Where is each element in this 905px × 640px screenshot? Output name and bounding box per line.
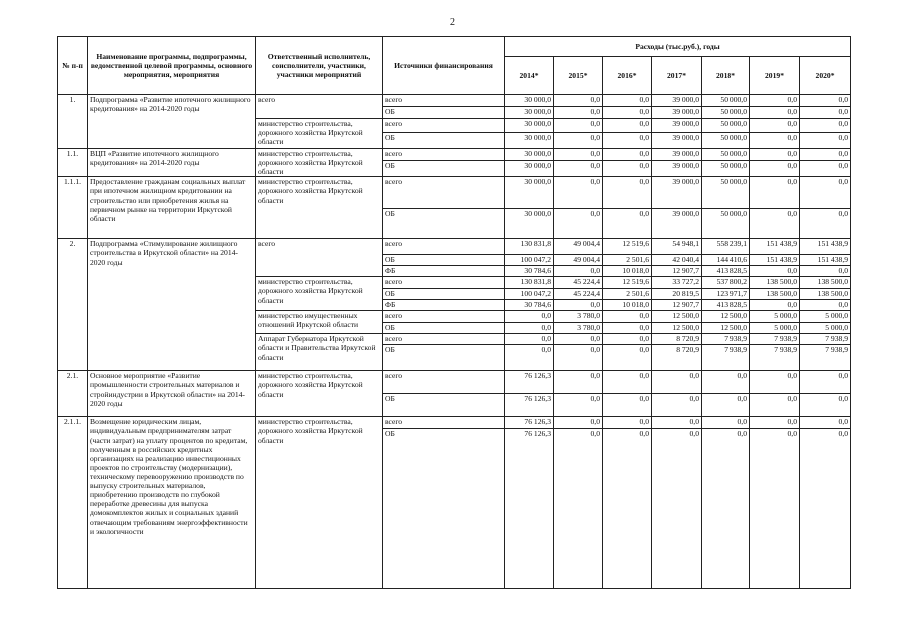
expense-value: 50 000,0 — [702, 209, 750, 239]
expense-value: 10 018,0 — [603, 266, 652, 277]
expense-value: 0,0 — [554, 209, 603, 239]
expense-value: 5 000,0 — [750, 323, 800, 334]
table-row — [58, 177, 851, 209]
expense-value: 0,0 — [750, 119, 800, 133]
expense-value: 30 000,0 — [505, 107, 554, 119]
funding-source: всего — [383, 371, 505, 394]
expense-value: 0,0 — [554, 177, 603, 209]
row-number: 2. — [58, 239, 88, 371]
expense-value: 39 000,0 — [652, 119, 702, 133]
expense-value: 30 000,0 — [505, 149, 554, 161]
row-number: 1.1.1. — [58, 177, 88, 239]
expense-value: 0,0 — [800, 394, 851, 417]
funding-source: ОБ — [383, 107, 505, 119]
expense-value: 0,0 — [554, 149, 603, 161]
expense-value: 0,0 — [750, 107, 800, 119]
header-year: 2020* — [800, 57, 851, 95]
expense-value: 0,0 — [800, 300, 851, 311]
expense-value: 7 938,9 — [702, 345, 750, 371]
expense-value: 7 938,9 — [750, 345, 800, 371]
expense-value: 0,0 — [702, 371, 750, 394]
table-row — [58, 149, 851, 161]
executor-cell: министерство строительства, дорожного хозяйства Иркутской области — [256, 177, 383, 239]
expense-value: 144 410,6 — [702, 255, 750, 266]
funding-source: всего — [383, 277, 505, 289]
program-name: Подпрограмма «Стимулирование жилищного строительства в Иркутской области» на 2014-2020 годы — [88, 239, 256, 371]
expense-value: 30 000,0 — [505, 119, 554, 133]
table-row — [58, 95, 851, 107]
expense-value: 0,0 — [554, 334, 603, 345]
header-num: № п-п — [58, 37, 88, 95]
table-row — [58, 239, 851, 255]
header-name: Наименование программы, подпрограммы, ведомственной целевой программы, основного мероприятия, мероприятия — [88, 37, 256, 95]
funding-source: всего — [383, 311, 505, 323]
expense-value: 30 000,0 — [505, 95, 554, 107]
program-name: Возмещение юридическим лицам, индивидуальным предпринимателям затрат (части затрат) на уплату процентов по кредитам, полученным в российских кредитных организациях на реализацию инвестиционных проектов по строительству (модернизации), техническому перевооружению производств по выпуску строительных материалов, приобретению производств по глубокой переработке древесины для выпуска домокомплектов жилых и социальных зданий отвечающим требованиям энергоэффективности и экологичности — [88, 417, 256, 589]
expense-value: 5 000,0 — [800, 323, 851, 334]
header-year: 2015* — [554, 57, 603, 95]
expense-value: 0,0 — [750, 417, 800, 429]
expense-value: 5 000,0 — [800, 311, 851, 323]
expense-value: 30 000,0 — [505, 209, 554, 239]
funding-source: всего — [383, 239, 505, 255]
budget-table — [57, 36, 851, 589]
expense-value: 39 000,0 — [652, 161, 702, 177]
expense-value: 0,0 — [800, 209, 851, 239]
expense-value: 7 938,9 — [800, 334, 851, 345]
expense-value: 0,0 — [505, 311, 554, 323]
expense-value: 0,0 — [652, 429, 702, 589]
executor-cell: министерство строительства, дорожного хозяйства Иркутской области — [256, 149, 383, 177]
funding-source: всего — [383, 177, 505, 209]
expense-value: 0,0 — [554, 429, 603, 589]
expense-value: 0,0 — [750, 371, 800, 394]
header-executor: Ответственный исполнитель, соисполнители, участники, участники мероприятий — [256, 37, 383, 95]
expense-value: 12 500,0 — [652, 311, 702, 323]
expense-value: 50 000,0 — [702, 177, 750, 209]
expense-value: 45 224,4 — [554, 277, 603, 289]
expense-value: 42 040,4 — [652, 255, 702, 266]
funding-source: ОБ — [383, 394, 505, 417]
expense-value: 39 000,0 — [652, 149, 702, 161]
expense-value: 0,0 — [750, 266, 800, 277]
expense-value: 12 500,0 — [652, 323, 702, 334]
expense-value: 0,0 — [800, 149, 851, 161]
expense-value: 49 004,4 — [554, 255, 603, 266]
table-row — [58, 417, 851, 429]
expense-value: 0,0 — [800, 266, 851, 277]
expense-value: 0,0 — [750, 394, 800, 417]
expense-value: 151 438,9 — [800, 239, 851, 255]
header-year: 2017* — [652, 57, 702, 95]
expense-value: 0,0 — [603, 177, 652, 209]
expense-value: 0,0 — [505, 334, 554, 345]
expense-value: 413 828,5 — [702, 300, 750, 311]
row-number: 2.1. — [58, 371, 88, 417]
expense-value: 12 500,0 — [702, 323, 750, 334]
row-number: 2.1.1. — [58, 417, 88, 589]
expense-value: 50 000,0 — [702, 95, 750, 107]
expense-value: 30 000,0 — [505, 133, 554, 149]
header-year: 2014* — [505, 57, 554, 95]
expense-value: 0,0 — [800, 95, 851, 107]
program-name: ВЦП «Развитие ипотечного жилищного кредитования» на 2014-2020 годы — [88, 149, 256, 177]
expense-value: 76 126,3 — [505, 429, 554, 589]
expense-value: 413 828,5 — [702, 266, 750, 277]
funding-source: всего — [383, 334, 505, 345]
funding-source: всего — [383, 149, 505, 161]
expense-value: 33 727,2 — [652, 277, 702, 289]
expense-value: 123 971,7 — [702, 289, 750, 300]
page-number: 2 — [450, 17, 455, 28]
expense-value: 138 500,0 — [800, 289, 851, 300]
expense-value: 0,0 — [603, 119, 652, 133]
expense-value: 12 519,6 — [603, 277, 652, 289]
expense-value: 0,0 — [554, 300, 603, 311]
expense-value: 130 831,8 — [505, 277, 554, 289]
expense-value: 100 047,2 — [505, 289, 554, 300]
expense-value: 0,0 — [603, 149, 652, 161]
expense-value: 50 000,0 — [702, 161, 750, 177]
executor-cell: министерство строительства, дорожного хозяйства Иркутской области — [256, 417, 383, 589]
expense-value: 7 938,9 — [750, 334, 800, 345]
expense-value: 12 907,7 — [652, 300, 702, 311]
expense-value: 0,0 — [702, 394, 750, 417]
executor-cell: Аппарат Губернатора Иркутской области и Правительства Иркутской области — [256, 334, 383, 371]
expense-value: 5 000,0 — [750, 311, 800, 323]
expense-value: 0,0 — [554, 371, 603, 394]
expense-value: 0,0 — [750, 209, 800, 239]
expense-value: 54 948,1 — [652, 239, 702, 255]
expense-value: 0,0 — [603, 334, 652, 345]
program-name: Подпрограмма «Развитие ипотечного жилищного кредитования» на 2014-2020 годы — [88, 95, 256, 149]
expense-value: 0,0 — [800, 177, 851, 209]
expense-value: 0,0 — [800, 161, 851, 177]
row-number: 1.1. — [58, 149, 88, 177]
executor-cell: всего — [256, 239, 383, 277]
expense-value: 50 000,0 — [702, 133, 750, 149]
funding-source: всего — [383, 417, 505, 429]
expense-value: 8 720,9 — [652, 345, 702, 371]
executor-cell: министерство строительства, дорожного хозяйства Иркутской области — [256, 119, 383, 149]
expense-value: 0,0 — [603, 107, 652, 119]
expense-value: 0,0 — [603, 95, 652, 107]
funding-source: ОБ — [383, 133, 505, 149]
table-body — [58, 95, 851, 589]
funding-source: ОБ — [383, 255, 505, 266]
expense-value: 0,0 — [603, 429, 652, 589]
funding-source: ОБ — [383, 289, 505, 300]
expense-value: 30 000,0 — [505, 177, 554, 209]
expense-value: 8 720,9 — [652, 334, 702, 345]
expense-value: 0,0 — [750, 161, 800, 177]
expense-value: 0,0 — [603, 161, 652, 177]
expense-value: 0,0 — [800, 119, 851, 133]
expense-value: 138 500,0 — [750, 289, 800, 300]
expense-value: 0,0 — [800, 107, 851, 119]
expense-value: 50 000,0 — [702, 149, 750, 161]
row-number: 1. — [58, 95, 88, 149]
header-year: 2016* — [603, 57, 652, 95]
expense-value: 151 438,9 — [750, 239, 800, 255]
expense-value: 130 831,8 — [505, 239, 554, 255]
expense-value: 0,0 — [603, 323, 652, 334]
table-row — [58, 371, 851, 394]
expense-value: 0,0 — [750, 300, 800, 311]
expense-value: 0,0 — [554, 394, 603, 417]
expense-value: 0,0 — [603, 133, 652, 149]
expense-value: 0,0 — [554, 119, 603, 133]
expense-value: 0,0 — [702, 417, 750, 429]
expense-value: 0,0 — [554, 95, 603, 107]
expense-value: 39 000,0 — [652, 133, 702, 149]
funding-source: всего — [383, 95, 505, 107]
expense-value: 76 126,3 — [505, 417, 554, 429]
expense-value: 0,0 — [702, 429, 750, 589]
expense-value: 12 907,7 — [652, 266, 702, 277]
expense-value: 0,0 — [603, 417, 652, 429]
funding-source: ОБ — [383, 323, 505, 334]
expense-value: 0,0 — [750, 95, 800, 107]
expense-value: 0,0 — [800, 429, 851, 589]
expense-value: 12 500,0 — [702, 311, 750, 323]
expense-value: 0,0 — [800, 417, 851, 429]
expense-value: 0,0 — [505, 345, 554, 371]
expense-value: 39 000,0 — [652, 95, 702, 107]
expense-value: 0,0 — [554, 161, 603, 177]
funding-source: ОБ — [383, 429, 505, 589]
expense-value: 0,0 — [603, 371, 652, 394]
funding-source: ФБ — [383, 300, 505, 311]
expense-value: 0,0 — [554, 417, 603, 429]
expense-value: 2 501,6 — [603, 289, 652, 300]
program-name: Основное мероприятие «Развитие промышленности строительных материалов и стройиндустрии в Иркутской области» на 2014-2020 годы — [88, 371, 256, 417]
expense-value: 20 819,5 — [652, 289, 702, 300]
expense-value: 151 438,9 — [750, 255, 800, 266]
expense-value: 0,0 — [554, 266, 603, 277]
expense-value: 0,0 — [554, 133, 603, 149]
expense-value: 0,0 — [750, 429, 800, 589]
header-expenses: Расходы (тыс.руб.), годы — [505, 37, 851, 57]
expense-value: 100 047,2 — [505, 255, 554, 266]
expense-value: 537 800,2 — [702, 277, 750, 289]
expense-value: 50 000,0 — [702, 119, 750, 133]
expense-value: 0,0 — [554, 107, 603, 119]
expense-value: 0,0 — [750, 149, 800, 161]
expense-value: 0,0 — [554, 345, 603, 371]
funding-source: ФБ — [383, 266, 505, 277]
executor-cell: всего — [256, 95, 383, 119]
expense-value: 76 126,3 — [505, 394, 554, 417]
expense-value: 50 000,0 — [702, 107, 750, 119]
expense-value: 76 126,3 — [505, 371, 554, 394]
expense-value: 45 224,4 — [554, 289, 603, 300]
funding-source: всего — [383, 119, 505, 133]
expense-value: 39 000,0 — [652, 107, 702, 119]
expense-value: 558 239,1 — [702, 239, 750, 255]
expense-value: 0,0 — [800, 133, 851, 149]
expense-value: 0,0 — [603, 394, 652, 417]
expense-value: 7 938,9 — [800, 345, 851, 371]
expense-value: 138 500,0 — [750, 277, 800, 289]
expense-value: 0,0 — [505, 323, 554, 334]
expense-value: 30 784,6 — [505, 266, 554, 277]
expense-value: 0,0 — [652, 394, 702, 417]
expense-value: 0,0 — [603, 345, 652, 371]
expense-value: 3 780,0 — [554, 323, 603, 334]
header-source: Источники финансирования — [383, 37, 505, 95]
expense-value: 30 784,6 — [505, 300, 554, 311]
expense-value: 0,0 — [800, 371, 851, 394]
expense-value: 39 000,0 — [652, 209, 702, 239]
header-year: 2019* — [750, 57, 800, 95]
expense-value: 2 501,6 — [603, 255, 652, 266]
expense-value: 12 519,6 — [603, 239, 652, 255]
expense-value: 0,0 — [750, 177, 800, 209]
expense-value: 7 938,9 — [702, 334, 750, 345]
executor-cell: министерство строительства, дорожного хозяйства Иркутской области — [256, 277, 383, 311]
funding-source: ОБ — [383, 161, 505, 177]
program-name: Предоставление гражданам социальных выплат при ипотечном жилищном кредитовании на строительство или приобретения жилья на первичном рынке на территории Иркутской области — [88, 177, 256, 239]
expense-value: 151 438,9 — [800, 255, 851, 266]
expense-value: 10 018,0 — [603, 300, 652, 311]
expense-value: 0,0 — [603, 209, 652, 239]
expense-value: 0,0 — [652, 417, 702, 429]
expense-value: 0,0 — [603, 311, 652, 323]
executor-cell: министерство строительства, дорожного хозяйства Иркутской области — [256, 371, 383, 417]
expense-value: 49 004,4 — [554, 239, 603, 255]
executor-cell: министерство имущественных отношений Иркутской области — [256, 311, 383, 334]
header-year: 2018* — [702, 57, 750, 95]
expense-value: 138 500,0 — [800, 277, 851, 289]
expense-value: 30 000,0 — [505, 161, 554, 177]
expense-value: 0,0 — [750, 133, 800, 149]
expense-value: 0,0 — [652, 371, 702, 394]
expense-value: 3 780,0 — [554, 311, 603, 323]
funding-source: ОБ — [383, 209, 505, 239]
expense-value: 39 000,0 — [652, 177, 702, 209]
funding-source: ОБ — [383, 345, 505, 371]
